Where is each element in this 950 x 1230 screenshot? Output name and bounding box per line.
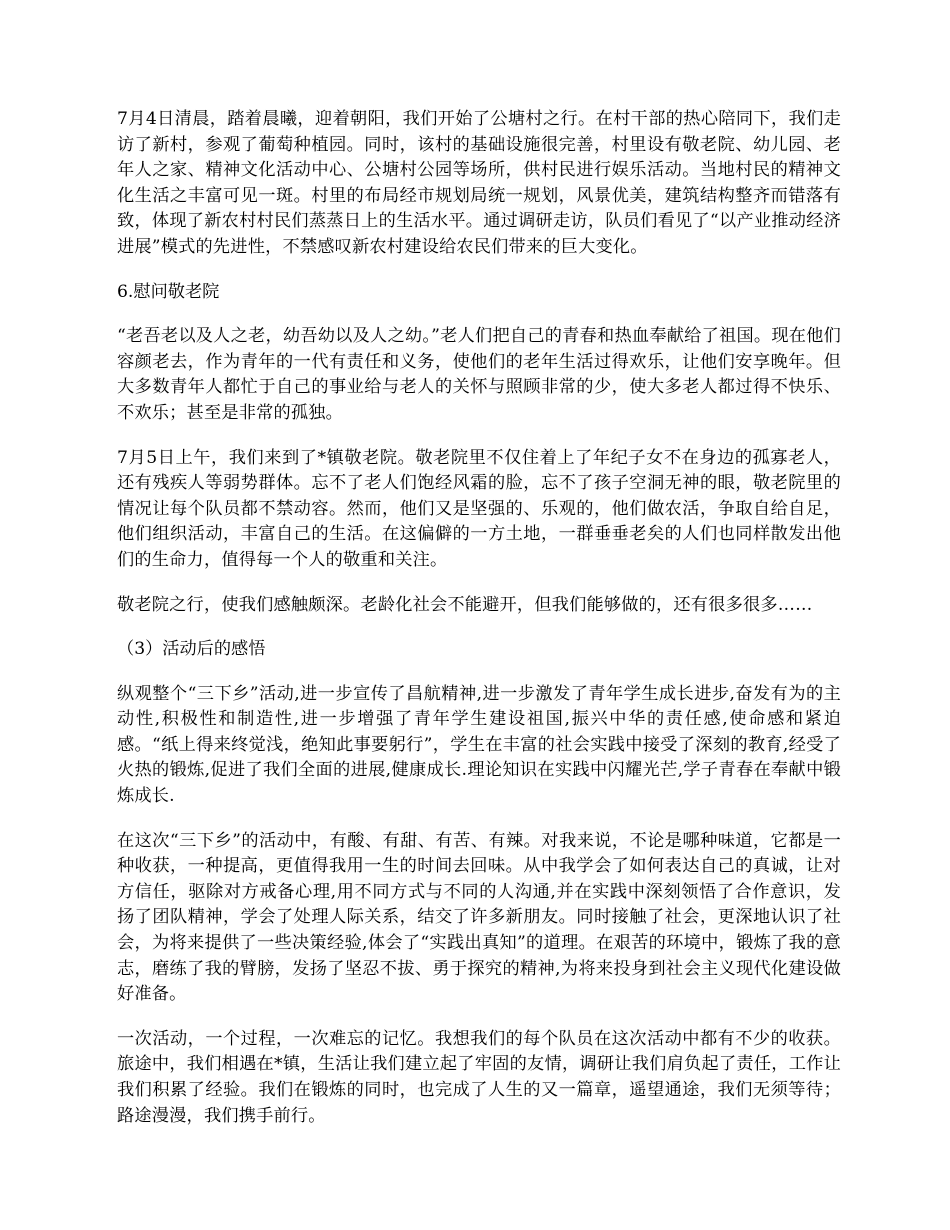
paragraph-personal-gains: 在这次“三下乡”的活动中，有酸、有甜、有苦、有辣。对我来说，不论是哪种味道，它都是一种收获，一种提高，更值得我用一生的时间去回味。从中我学会了如何表达自己的真诚，让对方信任，驱除对方戒备心理,用不同方式与不同的人沟通,并在实践中深刻领悟了合作意识，发扬了团队精神，学会了处理人际关系，结交了许多新朋友。同时接触了社会，更深地认识了社会，为将来提供了一些决策经验,体会了“实践出真知”的道理。在艰苦的环境中，锻炼了我的意志，磨练了我的臂膀，发扬了坚忍不拔、勇于探究的精神,为将来投身到社会主义现代化建设做好准备。 bbox=[117, 830, 841, 1005]
paragraph-gongtang-visit: 7月4日清晨，踏着晨曦，迎着朝阳，我们开始了公塘村之行。在村干部的热心陪同下，我们走访了新村，参观了葡萄种植园。同时，该村的基础设施很完善，村里设有敬老院、幼儿园、老年人之家、精神文化活动中心、公塘村公园等场所，供村民进行娱乐活动。当地村民的精神文化生活之丰富可见一斑。村里的布局经市规划局统一规划，风景优美，建筑结构整齐而错落有致，体现了新农村村民们蒸蒸日上的生活水平。通过调研走访，队员们看见了“以产业推动经济进展”模式的先进性，不禁感叹新农村建设给农民们带来的巨大变化。 bbox=[117, 109, 841, 257]
paragraph-activity-overview: 纵观整个“三下乡”活动,进一步宣传了昌航精神,进一步激发了青年学生成长进步,奋发有为的主动性,积极性和制造性,进一步增强了青年学生建设祖国,振兴中华的责任感,使命感和紧迫感。“纸上得来终觉浅，绝知此事要躬行”，学生在丰富的社会实践中接受了深刻的教育,经受了火热的锻炼,促进了我们全面的进展,健康成长.理论知识在实践中闪耀光芒,学子青春在奉献中锻炼成长. bbox=[117, 683, 841, 807]
section-heading-reflections: （3）活动后的感悟 bbox=[117, 639, 266, 660]
document-page bbox=[117, 107, 841, 1148]
paragraph-nursing-home-reflection: 敬老院之行，使我们感触颇深。老龄化社会不能避开，但我们能够做的，还有很多很多…… bbox=[117, 594, 813, 615]
paragraph-nursing-home-visit: 7月5日上午，我们来到了*镇敬老院。敬老院里不仅住着上了年纪子女不在身边的孤寡老人，还有残疾人等弱势群体。忘不了老人们饱经风霜的脸，忘不了孩子空洞无神的眼，敬老院里的情况让每个队员都不禁动容。然而，他们又是坚强的、乐观的，他们做农活，争取自给自足，他们组织活动，丰富自己的生活。在这偏僻的一方土地，一群垂垂老矣的人们也同样散发出他们的生命力，值得每一个人的敬重和关注。 bbox=[117, 447, 841, 570]
paragraph-closing: 一次活动，一个过程，一次难忘的记忆。我想我们的每个队员在这次活动中都有不少的收获。旅途中，我们相遇在*镇，生活让我们建立起了牢固的友情，调研让我们肩负起了责任，工作让我们积累了经验。我们在锻炼的同时，也完成了人生的又一篇章，遥望通途，我们无须等待；路途漫漫，我们携手前行。 bbox=[117, 1028, 841, 1126]
section-heading-nursing-home: 6.慰问敬老院 bbox=[117, 281, 220, 302]
paragraph-respect-elders: “老吾老以及人之老，幼吾幼以及人之幼。”老人们把自己的青春和热血奉献给了祖国。现在他们容颜老去，作为青年的一代有责任和义务，使他们的老年生活过得欢乐，让他们安享晚年。但大多数青年人都忙于自己的事业给与老人的关怀与照顾非常的少，使大多老人都过得不快乐、不欢乐；甚至是非常的孤独。 bbox=[117, 326, 841, 423]
